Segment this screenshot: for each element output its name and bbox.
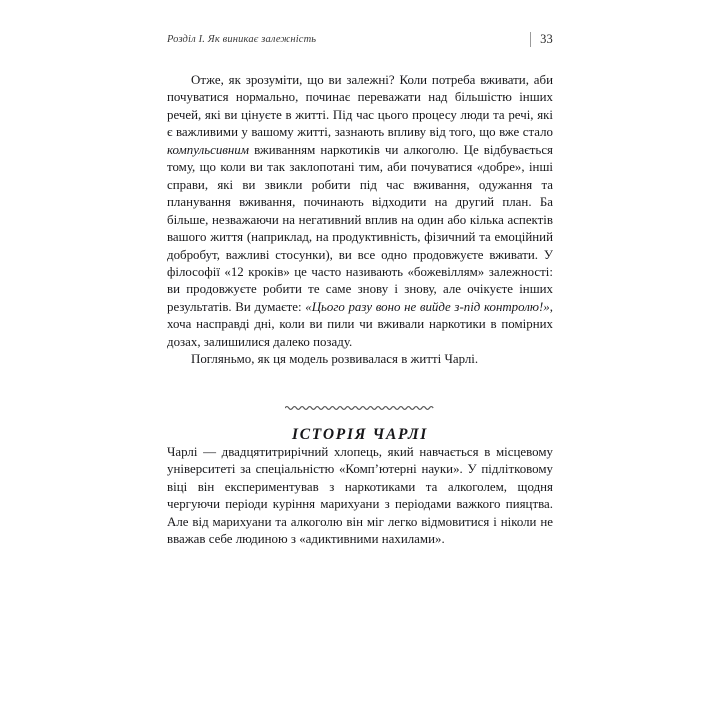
paragraph-opening	[167, 72, 553, 351]
paragraph-text-segment: , хоча насправді дні, коли ви пили чи вживали наркотики в помірних дозах, залишилися далеко позаду.	[167, 299, 553, 349]
text-column	[167, 72, 553, 548]
emphasis-compulsive: компульсивним	[167, 142, 249, 157]
folio-group	[530, 32, 553, 47]
running-head	[167, 30, 553, 48]
paragraph-text-segment: Отже, як зрозуміти, що ви залежні? Коли потреба вживати, аби почуватися нормально, починає переважати над більшістю інших речей, які ви цінуєте в житті. Під час цього процесу люди та речі, які є важливими у вашому житті, зазнають впливу від того, що вже стало	[167, 73, 553, 140]
emphasis-quote: «Цього разу воно не вийде з-під контролю!»	[305, 299, 550, 314]
page-number: 33	[540, 31, 553, 46]
section-heading: ІСТОРІЯ ЧАРЛІ	[291, 425, 429, 443]
wavy-divider-icon	[285, 402, 435, 414]
running-head-title: Розділ I. Як виникає залежність	[167, 33, 317, 45]
paragraph-transition: Погляньмо, як ця модель розвивалася в житті Чарлі.	[191, 352, 479, 367]
vertical-rule-icon	[530, 32, 531, 47]
paragraph-text-segment: вживанням наркотиків чи алкоголю. Це відбувається тому, що коли ви так заклопотані тим, аби почуватися «добре», інші справи, які ви звикли робити під час вживання, одужання та планування вживання, починають відходити на другий план. Ба більше, незважаючи на негативний вплив на один або кілька аспектів вашого життя (наприклад, на продуктивність, фізичний та емоційний добробут, важливі стосунки), ви все одно продовжуєте вживати. У філософії «12 кроків» це часто називають «божевіллям» залежності: ви продовжуєте робити те саме знову і знову, але очікуєте інших результатів. Ви думаєте:	[167, 142, 553, 314]
paragraph-charlie-story: Чарлі — двадцятитрирічний хлопець, який навчається в місцевому університеті за спеціальністю «Комп’ютерні науки». У підлітковому віці він експериментував з наркотиками та алкоголем, щодня чергуючи періоди куріння марихуани з періодами важкого пияцтва. Але від марихуани та алкоголю він міг легко відмовитися і ніколи не вважав себе людиною з «адиктивними нахилами».	[167, 444, 553, 546]
